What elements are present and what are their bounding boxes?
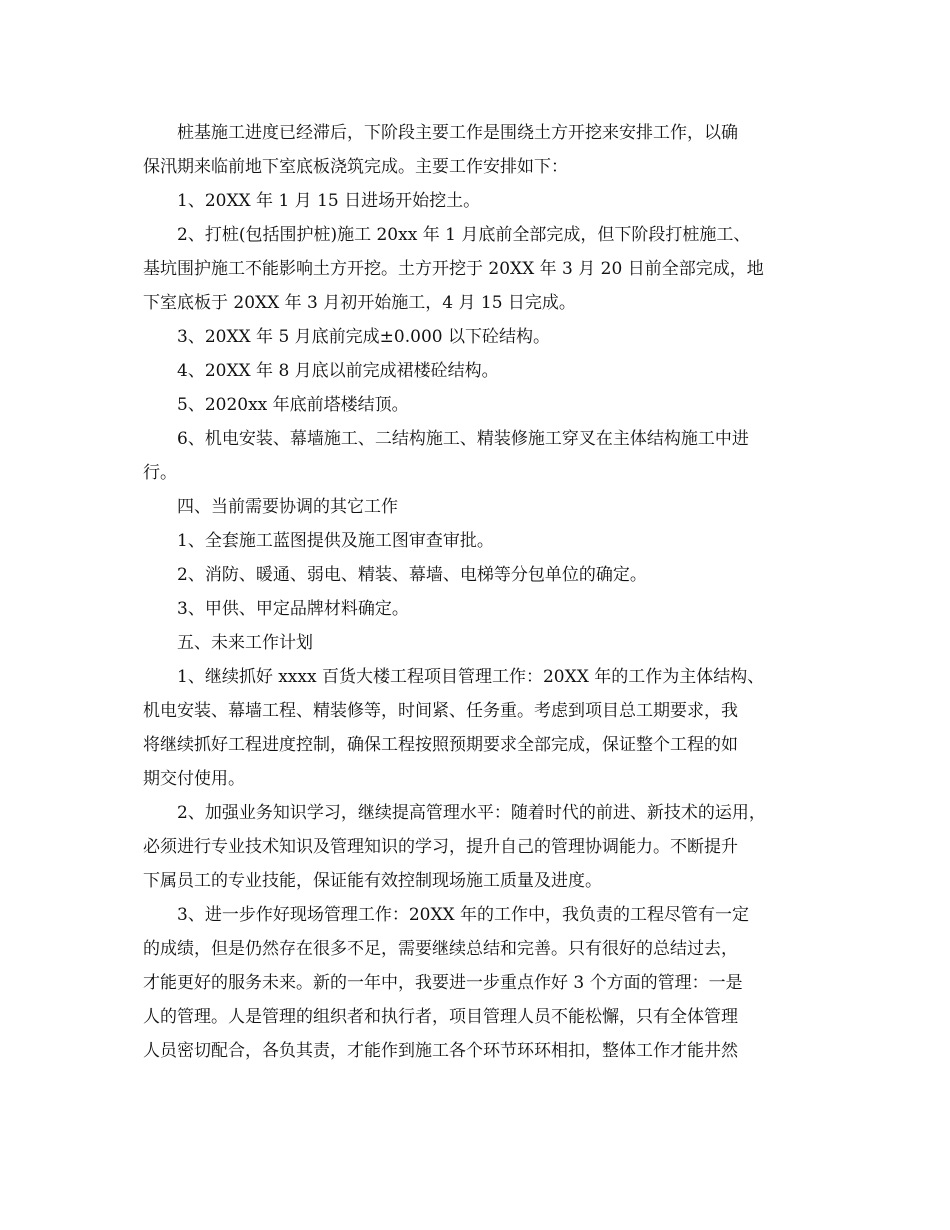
- text-line: 将继续抓好工程进度控制，确保工程按照预期要求全部完成，保证整个工程的如: [143, 735, 738, 755]
- text-line: 的成绩，但是仍然存在很多不足，需要继续总结和完善。只有很好的总结过去，: [143, 939, 738, 959]
- text-line: 行。: [143, 463, 177, 483]
- text-line: 下属员工的专业技能，保证能有效控制现场施工质量及进度。: [143, 871, 602, 891]
- text-line: 期交付使用。: [143, 769, 245, 789]
- text-line: 必须进行专业技术知识及管理知识的学习，提升自己的管理协调能力。不断提升: [143, 837, 738, 857]
- text-line: 2、消防、暖通、弱电、精装、幕墙、电梯等分包单位的确定。: [177, 565, 647, 585]
- text-line: 2、加强业务知识学习，继续提高管理水平：随着时代的前进、新技术的运用，: [177, 803, 766, 823]
- text-line: 才能更好的服务未来。新的一年中，我要进一步重点作好 3 个方面的管理：一是: [143, 973, 743, 993]
- text-line: 2、打桩(包括围护桩)施工 20xx 年 1 月底前全部完成，但下阶段打桩施工、: [177, 225, 751, 245]
- text-line: 基坑围护施工不能影响土方开挖。土方开挖于 20XX 年 3 月 20 日前全部完成，地: [143, 259, 764, 279]
- text-line: 3、20XX 年 5 月底前完成±0.000 以下砼结构。: [177, 327, 550, 347]
- text-line: 6、机电安装、幕墙施工、二结构施工、精装修施工穿叉在主体结构施工中进: [177, 429, 749, 449]
- text-line: 1、全套施工蓝图提供及施工图审查审批。: [177, 531, 494, 551]
- text-line: 4、20XX 年 8 月底以前完成裙楼砼结构。: [177, 361, 499, 381]
- text-line: 1、继续抓好 xxxx 百货大楼工程项目管理工作：20XX 年的工作为主体结构、: [177, 667, 765, 687]
- text-line: 5、2020xx 年底前塔楼结顶。: [177, 395, 409, 415]
- text-line: 下室底板于 20XX 年 3 月初开始施工，4 月 15 日完成。: [143, 293, 576, 313]
- text-line: 人员密切配合，各负其责，才能作到施工各个环节环环相扣，整体工作才能井然: [143, 1041, 738, 1061]
- text-line: 1、20XX 年 1 月 15 日进场开始挖土。: [177, 191, 481, 211]
- text-line: 人的管理。人是管理的组织者和执行者，项目管理人员不能松懈，只有全体管理: [143, 1007, 738, 1027]
- text-line: 保汛期来临前地下室底板浇筑完成。主要工作安排如下：: [143, 157, 568, 177]
- text-line: 四、当前需要协调的其它工作: [177, 497, 398, 517]
- text-line: 3、甲供、甲定品牌材料确定。: [177, 599, 409, 619]
- text-line: 桩基施工进度已经滞后，下阶段主要工作是围绕土方开挖来安排工作，以确: [177, 123, 738, 143]
- document-body: [143, 116, 813, 1068]
- text-line: 3、进一步作好现场管理工作：20XX 年的工作中，我负责的工程尽管有一定: [177, 905, 750, 925]
- text-line: 五、未来工作计划: [177, 633, 313, 653]
- text-line: 机电安装、幕墙工程、精装修等，时间紧、任务重。考虑到项目总工期要求，我: [143, 701, 738, 721]
